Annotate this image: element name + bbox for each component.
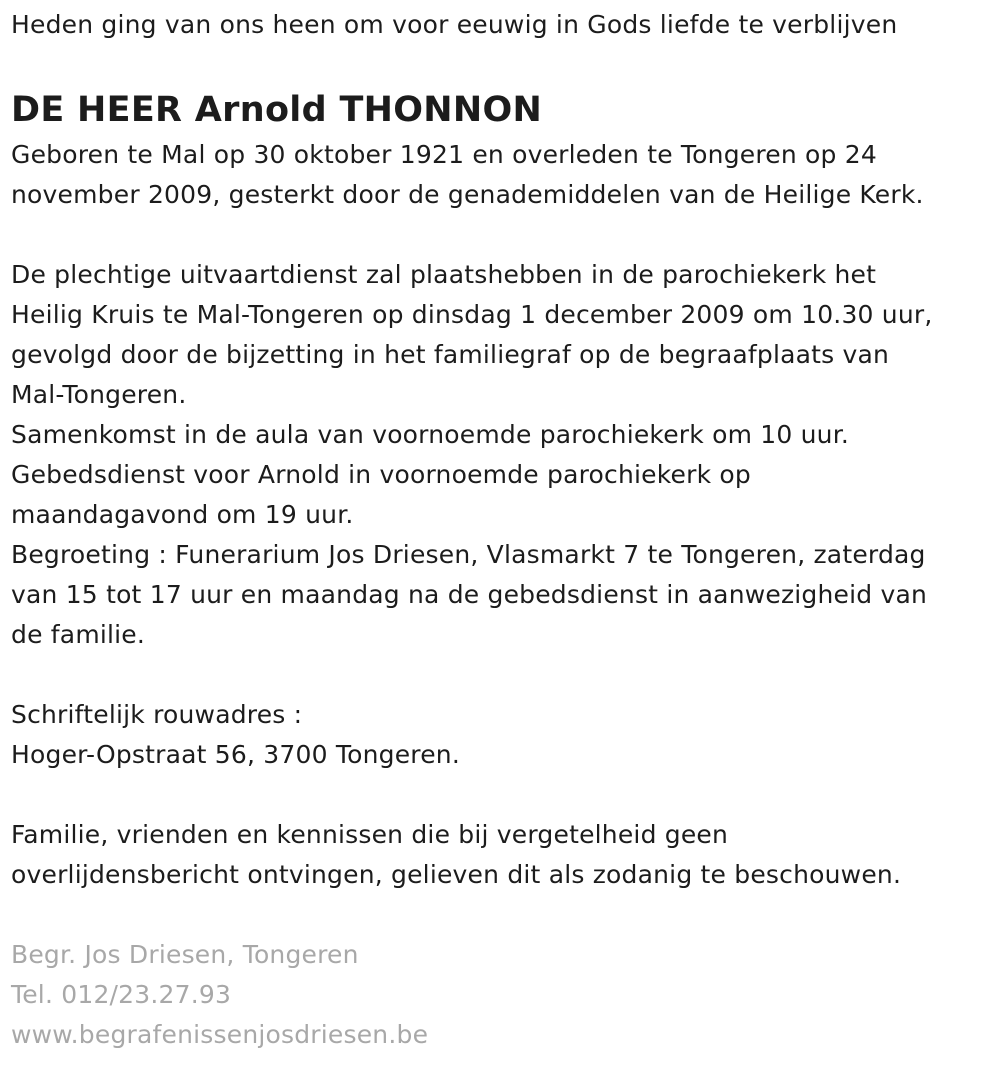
paragraph-line: maandagavond om 19 uur. bbox=[11, 500, 354, 529]
paragraph-line: Begroeting : Funerarium Jos Driesen, Vlasmarkt 7 te Tongeren, zaterdag bbox=[11, 540, 926, 569]
paragraph-spacer bbox=[11, 775, 986, 815]
paragraph-spacer bbox=[11, 215, 986, 255]
service-paragraph bbox=[11, 255, 986, 655]
paragraph-line: overlijdensbericht ontvingen, gelieven dit als zodanig te beschouwen. bbox=[11, 860, 902, 889]
paragraph-line: gevolgd door de bijzetting in het familiegraf op de begraafplaats van bbox=[11, 340, 890, 369]
paragraph-line: Mal-Tongeren. bbox=[11, 380, 187, 409]
closing-paragraph bbox=[11, 815, 986, 895]
birth-death-paragraph bbox=[11, 135, 986, 215]
paragraph-line: Schriftelijk rouwadres : bbox=[11, 700, 303, 729]
funeral-home-website: www.begrafenissenjosdriesen.be bbox=[11, 1020, 429, 1049]
funeral-home-name: Begr. Jos Driesen, Tongeren bbox=[11, 940, 359, 969]
paragraph-line: Samenkomst in de aula van voornoemde parochiekerk om 10 uur. bbox=[11, 420, 850, 449]
paragraph-line: Heilig Kruis te Mal-Tongeren op dinsdag 1 december 2009 om 10.30 uur, bbox=[11, 300, 933, 329]
obituary-notice bbox=[11, 0, 986, 1055]
funeral-home-footer bbox=[11, 935, 986, 1055]
paragraph-spacer bbox=[11, 895, 986, 935]
paragraph-line: De plechtige uitvaartdienst zal plaatshebben in de parochiekerk het bbox=[11, 260, 877, 289]
paragraph-line: november 2009, gesterkt door de genademiddelen van de Heilige Kerk. bbox=[11, 180, 924, 209]
paragraph-line: Familie, vrienden en kennissen die bij vergetelheid geen bbox=[11, 820, 729, 849]
paragraph-line: Hoger-Opstraat 56, 3700 Tongeren. bbox=[11, 740, 460, 769]
paragraph-spacer bbox=[11, 655, 986, 695]
paragraph-line: de familie. bbox=[11, 620, 146, 649]
address-paragraph bbox=[11, 695, 986, 775]
paragraph-line: Gebedsdienst voor Arnold in voornoemde parochiekerk op bbox=[11, 460, 751, 489]
intro-text: Heden ging van ons heen om voor eeuwig in Gods liefde te verblijven bbox=[11, 10, 898, 39]
funeral-home-phone: Tel. 012/23.27.93 bbox=[11, 980, 232, 1009]
deceased-name: DE HEER Arnold THONNON bbox=[11, 90, 543, 130]
paragraph-line: Geboren te Mal op 30 oktober 1921 en overleden te Tongeren op 24 bbox=[11, 140, 877, 169]
paragraph-line: van 15 tot 17 uur en maandag na de gebedsdienst in aanwezigheid van bbox=[11, 580, 928, 609]
